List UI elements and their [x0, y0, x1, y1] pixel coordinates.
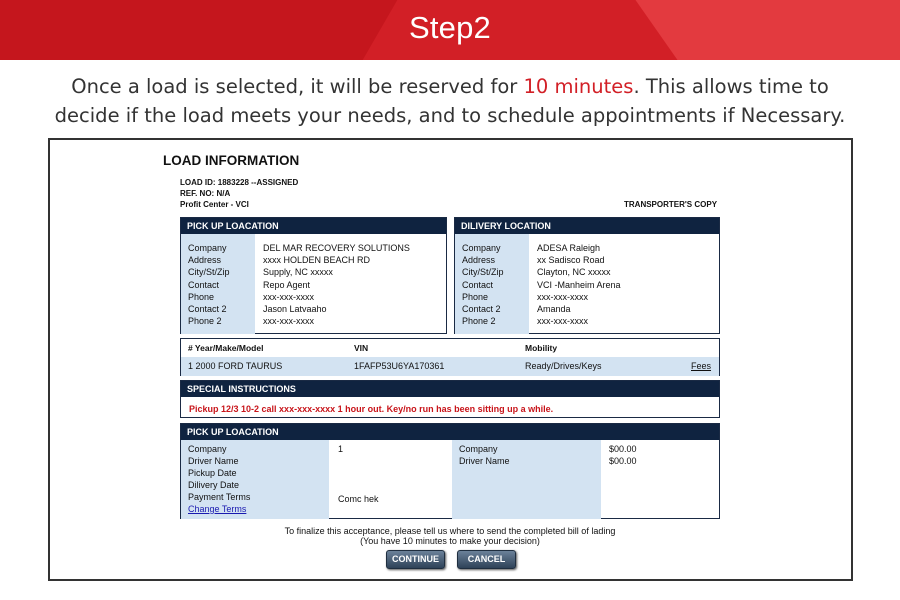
delivery-label: Phone 2	[462, 316, 496, 326]
pickup-value: Supply, NC xxxxx	[263, 267, 333, 277]
pickup-terms-panel	[180, 423, 720, 519]
vin-header: VIN	[354, 343, 369, 353]
pickup-location-panel	[180, 217, 447, 334]
ref-no: REF. NO: N/A	[180, 189, 231, 198]
special-instructions-panel	[180, 380, 720, 418]
terms-right-value: $00.00	[609, 444, 637, 454]
intro-text	[20, 72, 880, 130]
terms-left-label: Driver Name	[188, 456, 239, 466]
pickup-value: xxx-xxx-xxxx	[263, 316, 314, 326]
terms-left-label: Dilivery Date	[188, 480, 240, 490]
pickup-label: Phone	[188, 292, 215, 302]
delivery-label: Contact 2	[462, 304, 501, 314]
pickup-value: DEL MAR RECOVERY SOLUTIONS	[263, 243, 410, 253]
delivery-value: Amanda	[537, 304, 571, 314]
pickup-header: PICK UP LOACATION	[181, 218, 446, 234]
mobility-header: Mobility	[525, 343, 558, 353]
load-info-title: LOAD INFORMATION	[163, 153, 300, 168]
pickup-value: Repo Agent	[263, 280, 311, 290]
delivery-value: xxx-xxx-xxxx	[537, 316, 588, 326]
intro-line1-post: . This allows time to	[633, 75, 829, 98]
pickup-label: City/St/Zip	[188, 267, 230, 277]
pickup-value: Jason Latvaaho	[263, 304, 327, 314]
intro-highlight: 10 minutes	[523, 75, 634, 98]
finalize-line1: To finalize this acceptance, please tell us where to send the completed bill of lading	[284, 526, 616, 536]
finalize-note	[180, 526, 720, 546]
delivery-value: Clayton, NC xxxxx	[537, 267, 611, 277]
profit-center: Profit Center - VCI	[180, 200, 249, 209]
intro-line2: decide if the load meets your needs, and to schedule appointments if Necessary.	[54, 104, 846, 127]
pickup-label: Contact	[188, 280, 220, 290]
terms-right-value: $00.00	[609, 456, 637, 466]
delivery-label: City/St/Zip	[462, 267, 504, 277]
terms-right-label: Driver Name	[459, 456, 510, 466]
delivery-value: ADESA Raleigh	[537, 243, 601, 253]
delivery-header: DILIVERY LOCATION	[455, 218, 719, 234]
delivery-location-panel	[454, 217, 720, 334]
terms-left-label: Pickup Date	[188, 468, 237, 478]
pickup-value: xxx-xxx-xxxx	[263, 292, 314, 302]
intro-line1-pre: Once a load is selected, it will be reserved for	[71, 75, 524, 98]
delivery-label: Phone	[462, 292, 489, 302]
transporters-copy: TRANSPORTER'S COPY	[624, 200, 718, 209]
delivery-label: Company	[462, 243, 501, 253]
vehicle-mobility: Ready/Drives/Keys	[525, 361, 602, 371]
special-instructions-text: Pickup 12/3 10-2 call xxx-xxx-xxxx 1 hour out. Key/no run has been sitting up a while.	[189, 404, 554, 414]
delivery-label: Contact	[462, 280, 494, 290]
delivery-value: VCI -Manheim Arena	[537, 280, 621, 290]
step-banner	[0, 0, 900, 60]
pickup-label: Contact 2	[188, 304, 227, 314]
terms-company-value: 1	[338, 444, 344, 454]
vehicle-table	[180, 338, 720, 376]
special-instructions-header: SPECIAL INSTRUCTIONS	[181, 381, 719, 397]
continue-button[interactable]: CONTINUE	[386, 550, 445, 569]
terms-left-label: Company	[188, 444, 227, 454]
vehicle-ymm: 1 2000 FORD TAURUS	[188, 361, 283, 371]
load-information-screenshot	[48, 138, 853, 581]
terms-left-label: Payment Terms	[188, 492, 251, 502]
pickup-label: Company	[188, 243, 227, 253]
table-row	[181, 357, 719, 376]
pickup-terms-header: PICK UP LOACATION	[181, 424, 719, 440]
load-id: LOAD ID: 1883228 --ASSIGNED	[180, 178, 299, 187]
pickup-label: Address	[188, 255, 222, 265]
pickup-value: xxxx HOLDEN BEACH RD	[263, 255, 371, 265]
vehicle-table-header	[181, 339, 719, 357]
delivery-value: xxx-xxx-xxxx	[537, 292, 588, 302]
finalize-line2: (You have 10 minutes to make your decision)	[360, 536, 540, 546]
banner-title: Step2	[408, 10, 491, 45]
fees-link[interactable]: Fees	[691, 361, 712, 371]
ymm-header: # Year/Make/Model	[188, 343, 264, 353]
delivery-value: xx Sadisco Road	[537, 255, 605, 265]
terms-right-label: Company	[459, 444, 498, 454]
pickup-label: Phone 2	[188, 316, 222, 326]
terms-payment-value: Comc hek	[338, 494, 379, 504]
cancel-button[interactable]: CANCEL	[457, 550, 516, 569]
delivery-label: Address	[462, 255, 496, 265]
change-terms-link[interactable]: Change Terms	[188, 504, 247, 514]
vehicle-vin: 1FAFP53U6YA170361	[354, 361, 445, 371]
